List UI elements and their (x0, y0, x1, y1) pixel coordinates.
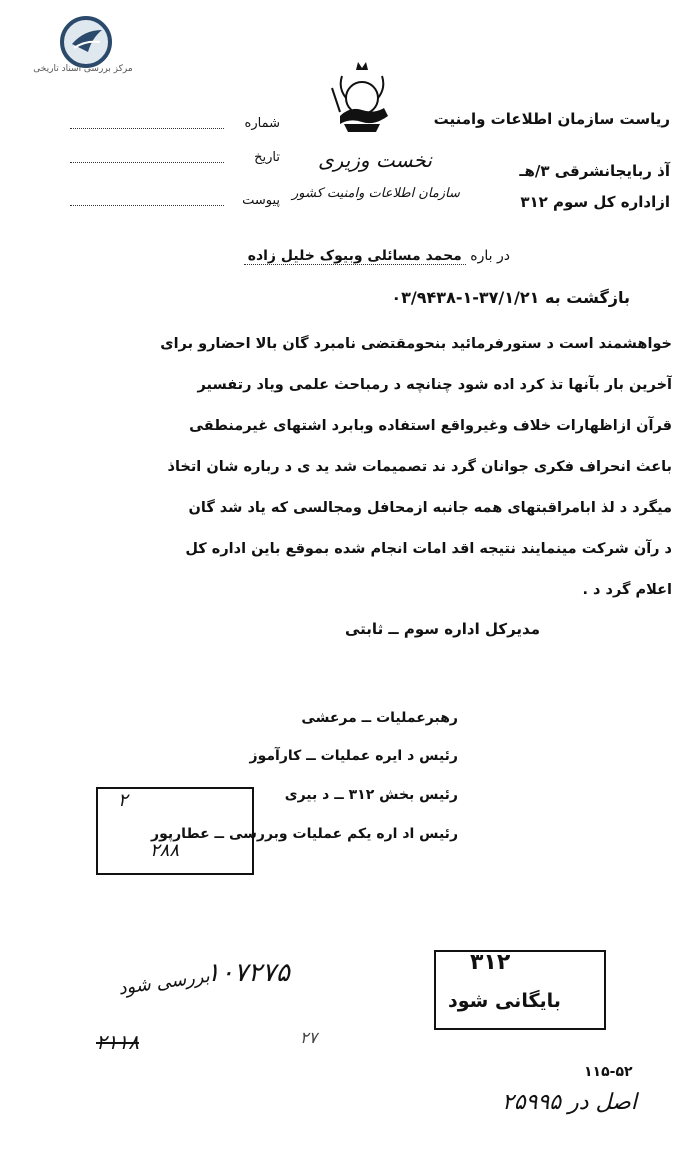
struck-number: ۲۱۱۸ (96, 1030, 139, 1054)
body-line: آخرین بار بآنها تذ کرد اده شود چنانچه د رمباحث علمی ویاد رتفسیر (197, 377, 672, 393)
organization-header: ریاست سازمان اطلاعات وامنیت (433, 110, 670, 128)
reference-line: بازگشت به ۳۷/۱/۲۱-۱-۰۳/۹۴۳۸ (391, 288, 630, 307)
archive-logo (14, 8, 154, 90)
archive-logo-icon (14, 8, 154, 68)
footer-original-ref: اصل در ۲۵۹۹۵ (502, 1090, 637, 1115)
subject-line (244, 248, 510, 264)
attachment-label: پیوست (242, 193, 280, 208)
date-field-line (70, 162, 224, 163)
body-line: اعلام گرد د . (582, 582, 672, 598)
sender-line: ازاداره کل سوم ۳۱۲ (520, 193, 670, 211)
date-label: تاریخ (254, 150, 280, 165)
prime-ministry-label: نخست وزیری (318, 148, 432, 172)
lion-sun-icon (318, 58, 404, 138)
letter-body (32, 324, 672, 611)
archive-stamp-label: بایگانی شود (448, 990, 561, 1012)
subject-label: در باره (470, 248, 510, 264)
signoff: مدیرکل اداره سوم ــ ثابتی (345, 620, 540, 638)
routing-entry: رئیس بخش ۳۱۲ ــ د بیری (284, 787, 458, 803)
body-line: د رآن شرکت مینمایند نتیجه اقد امات انجام شده بموقع باین اداره کل (185, 541, 672, 557)
handwritten-date: ۲۷ (300, 1028, 318, 1047)
body-line: قرآن ازاظهارات خلاف وغیرواقع استفاده وبابرد اشتهای غیرمنطقی (189, 418, 672, 434)
body-line: میگرد د لذ ابامراقبتهای همه جانبه ازمحافل ومجالسی که یاد شد گان (188, 500, 672, 516)
number-label: شماره (244, 116, 280, 131)
routing-entry: رئیس اد اره یکم عملیات وبررسی ــ عطارپور (151, 826, 458, 842)
date-field (70, 150, 280, 172)
stamp-mark: ۲ (118, 790, 128, 811)
number-field (70, 116, 280, 138)
handwritten-number: ۱۰۷۲۷۵ (206, 958, 290, 988)
archive-stamp-number: ۳۱۲ (470, 950, 511, 975)
attachment-field-line (70, 205, 224, 206)
recipient-line: آذ ربایجانشرقی ۳/هـ (519, 162, 670, 180)
stamp-mark: ۲۸۸ (150, 840, 180, 861)
routing-entry: رئیس د ایره عملیات ــ کارآموز (249, 748, 458, 764)
routing-entry: رهبرعملیات ــ مرعشی (301, 710, 458, 726)
footer-code: ۱۱۵-۵۲ (584, 1064, 633, 1080)
handwritten-note: بررسی شود (116, 965, 211, 1000)
body-line: باعث انحراف فکری جوانان گرد ند تصمیمات شد ید ی د رباره شان اتخاذ (167, 459, 672, 475)
body-line: خواهشمند است د ستورفرمائید بنحومقتضی نامبرد گان بالا احضارو برای (160, 336, 672, 352)
attachment-field (70, 193, 280, 215)
subject-value: محمد مسائلی وبیوک خلیل زاده (244, 248, 466, 265)
number-field-line (70, 128, 224, 129)
logo-caption: مرکز بررسی اسناد تاریخی (33, 64, 133, 74)
agency-label: سازمان اطلاعات وامنیت کشور (292, 186, 460, 201)
lion-and-sun-emblem (318, 58, 404, 138)
